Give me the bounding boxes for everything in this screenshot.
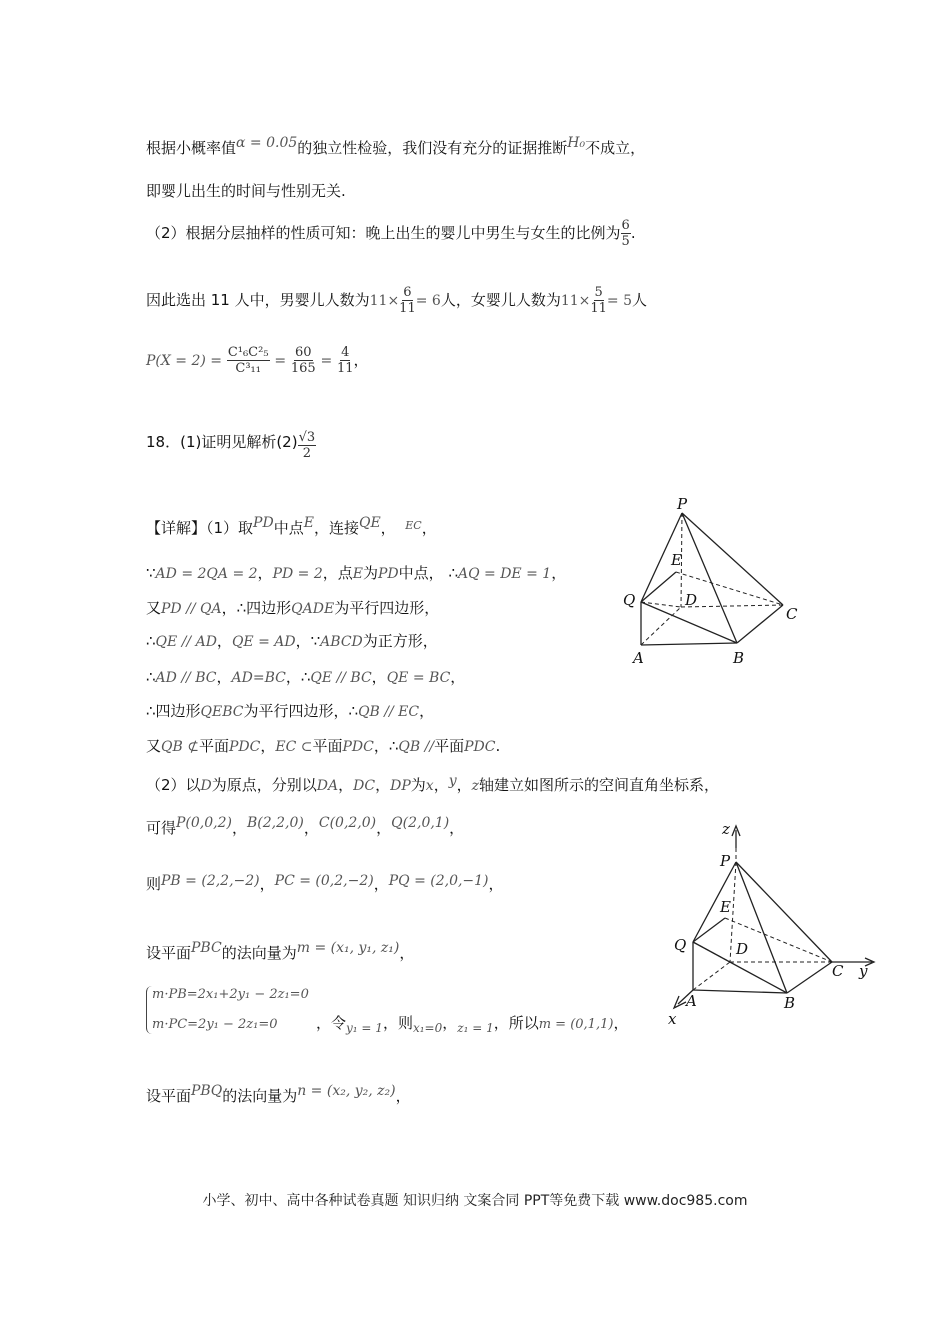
text-line-14: （2）以D为原点，分别以DA，DC，DP为x，y，z轴建立如图所示的空间直角坐标系， bbox=[146, 773, 720, 794]
label-A: A bbox=[686, 992, 697, 1010]
label-E: E bbox=[671, 551, 682, 569]
text-line-4: 因此选出 11 人中，男婴儿人数为11× $\frac{6}{11}$ = 6人，女婴儿人数为11× $\frac{5}{11}$ = 5人 bbox=[146, 285, 648, 316]
geometry-figure-1 bbox=[615, 495, 815, 675]
fraction-5-11: $\frac{5}{11}$ bbox=[590, 285, 607, 316]
label-D: D bbox=[736, 940, 749, 958]
label-B: B bbox=[784, 994, 796, 1012]
label-E: E bbox=[720, 898, 731, 916]
text-line-11: ∴AD // BC，AD=BC，∴QE // BC，QE = BC， bbox=[146, 668, 466, 686]
text-line-16: 则PB = (2,2,−2)，PC = (0,2,−2)，PQ = (2,0,−1)， bbox=[146, 873, 504, 893]
equation-system-row-2: m·PC=2y₁ − 2z₁=0 bbox=[152, 1017, 278, 1032]
geometry-figure-2 bbox=[660, 818, 885, 1028]
label-C: C bbox=[786, 605, 798, 623]
label-P: P bbox=[720, 852, 731, 870]
text-line-3: （2）根据分层抽样的性质可知：晚上出生的婴儿中男生与女生的比例为 $\frac{6}{5}$ . bbox=[146, 218, 636, 249]
text-line-19: 设平面PBQ的法向量为n = (x₂, y₂, z₂)， bbox=[146, 1083, 411, 1105]
text-line-6: 18．(1)证明见解析(2) $\frac{√3}{2}$ bbox=[146, 430, 316, 461]
text-line-10: ∴QE // AD，QE = AD，∵ABCD为正方形， bbox=[146, 632, 438, 650]
label-Q: Q bbox=[623, 591, 636, 609]
fraction-60-165: $\frac{60}{165}$ bbox=[290, 345, 316, 376]
fraction-sqrt3-2: $\frac{√3}{2}$ bbox=[298, 430, 316, 461]
fraction-combination: $\frac{\text{C¹₆C²₅}}{\text{C³₁₁}}$ bbox=[227, 345, 269, 376]
label-C: C bbox=[832, 962, 844, 980]
text-line-2: 即婴儿出生的时间与性别无关. bbox=[146, 182, 346, 200]
text-line-9: 又PD // QA，∴四边形QADE为平行四边形， bbox=[146, 599, 440, 617]
equation-system-row-1: m·PB=2x₁+2y₁ − 2z₁=0 bbox=[152, 987, 309, 1002]
fraction-6-11: $\frac{6}{11}$ bbox=[399, 285, 416, 316]
text-line-13: 又QB ⊄平面PDC，EC ⊂平面PDC，∴QB //平面PDC. bbox=[146, 737, 501, 755]
text-line-17: 设平面PBC的法向量为m = (x₁, y₁, z₁)， bbox=[146, 940, 415, 962]
label-y: y bbox=[859, 962, 868, 980]
label-A: A bbox=[633, 649, 644, 667]
fraction-4-11: $\frac{4}{11}$ bbox=[336, 345, 354, 376]
text-line-5: P(X = 2) = $\frac{\text{C¹₆C²₅}}{\text{C³₁₁}}$ = $\frac{60}{165}$ = $\frac{4}{11}$ ， bbox=[146, 345, 369, 376]
math-alpha: α = 0.05 bbox=[236, 135, 298, 151]
text-line-18: ，令$_{y_1 = 1}$，则$_{x_1=0}$，$_{z_1 = 1}$，所以m = (0,1,1)， bbox=[316, 1014, 629, 1035]
text-line-1: 根据小概率值α = 0.05的独立性检验，我们没有充分的证据推断H₀不成立， bbox=[146, 135, 646, 157]
text-line-7: 【详解】（1）取PD中点E，连接QE， $^{EC}$， bbox=[146, 515, 437, 537]
label-B: B bbox=[733, 649, 745, 667]
label-z: z bbox=[722, 820, 730, 838]
math-h0: H₀ bbox=[567, 135, 586, 151]
text-line-15: 可得P(0,0,2)，B(2,2,0)，C(0,2,0)，Q(2,0,1)， bbox=[146, 815, 465, 837]
page-footer: 小学、初中、高中各种试卷真题 知识归纳 文案合同 PPT等免费下载 www.doc985.com bbox=[202, 1193, 748, 1209]
label-x: x bbox=[668, 1010, 677, 1028]
fraction-6-5: $\frac{6}{5}$ bbox=[621, 218, 630, 249]
text-line-12: ∴四边形QEBC为平行四边形，∴QB // EC， bbox=[146, 702, 435, 720]
label-P: P bbox=[677, 495, 688, 513]
text-line-8: ∵AD = 2QA = 2，PD = 2，点E为PD中点， ∴AQ = DE = 1， bbox=[146, 564, 567, 582]
label-Q: Q bbox=[674, 936, 687, 954]
label-D: D bbox=[685, 591, 698, 609]
